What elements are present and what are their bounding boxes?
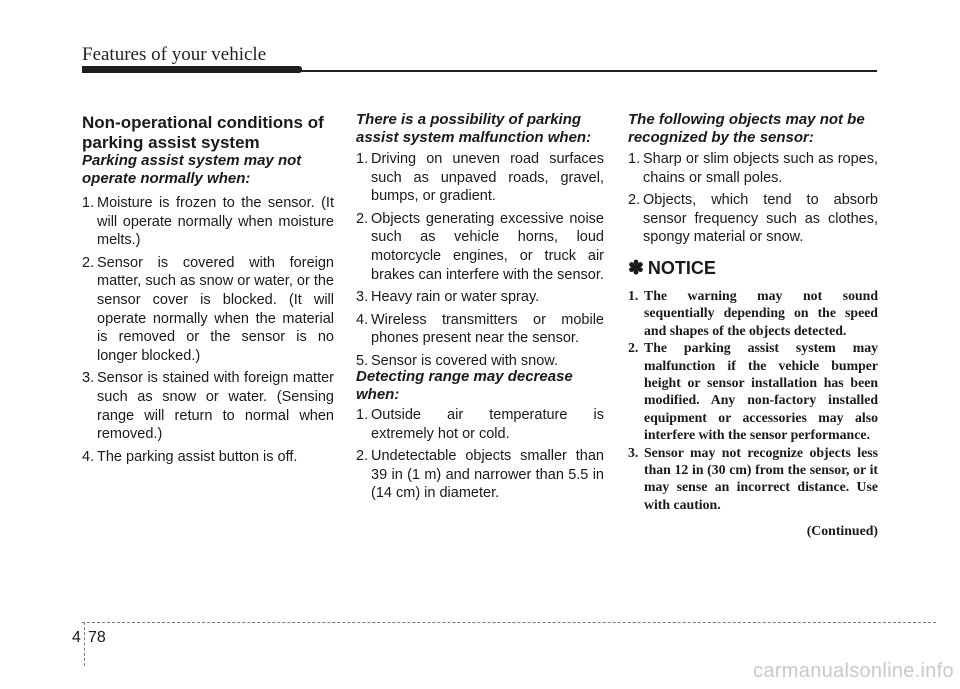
list-item bbox=[628, 191, 878, 247]
list-item-number: 4. bbox=[356, 311, 369, 328]
page-header-title: Features of your vehicle bbox=[82, 44, 267, 65]
footer-dashed-rule bbox=[82, 622, 936, 623]
list-item-number: 3. bbox=[82, 370, 95, 387]
list-item-number: 4. bbox=[82, 448, 95, 465]
list-item bbox=[356, 311, 604, 348]
subhead-line-2: when: bbox=[356, 386, 400, 403]
notice-list bbox=[628, 287, 878, 513]
list-item-text: Sensor is covered with foreign matter, such as snow or water, or the sensor cover is blocked. (It will operate normally when the material is removed or the sensor is no longer blocked.) bbox=[97, 254, 334, 364]
list-item-text: Undetectable objects smaller than 39 in (1 m) and narrower than 5.5 in (14 cm) in diameter. bbox=[371, 448, 604, 502]
header-rule-thin bbox=[296, 70, 877, 72]
list-item bbox=[82, 254, 334, 366]
list-malfunction bbox=[356, 150, 604, 375]
subhead-range-decrease bbox=[356, 368, 616, 404]
subhead-line-1: The following objects may not be bbox=[628, 111, 865, 128]
list-item bbox=[356, 288, 604, 307]
subhead-line-2: recognized by the sensor: bbox=[628, 129, 814, 146]
list-item-text: Sensor is covered with snow. bbox=[371, 352, 558, 369]
footer-dashed-divider bbox=[84, 622, 85, 666]
list-item-text: Wireless transmitters or mobile phones present near the sensor. bbox=[371, 311, 604, 347]
list-item bbox=[82, 448, 334, 467]
list-not-recognized bbox=[628, 150, 878, 251]
list-item-number: 2. bbox=[628, 192, 641, 209]
list-item-number: 1. bbox=[628, 151, 641, 167]
subhead-line-2: operate normally when: bbox=[82, 170, 251, 187]
list-may-not-operate bbox=[82, 194, 334, 470]
section-title-line-2: parking assist system bbox=[82, 133, 260, 152]
chapter-number: 4 bbox=[72, 629, 81, 646]
list-item bbox=[82, 194, 334, 250]
notice-item bbox=[628, 287, 878, 339]
list-item bbox=[82, 369, 334, 443]
list-item-number: 1. bbox=[82, 195, 95, 211]
notice-item bbox=[628, 444, 878, 514]
continued-label: (Continued) bbox=[806, 523, 878, 538]
notice-item-number: 3. bbox=[628, 444, 639, 460]
header-rule-thick bbox=[82, 66, 302, 73]
subhead-line-1: Parking assist system may not bbox=[82, 152, 302, 169]
watermark: carmanualsonline.info bbox=[753, 660, 954, 682]
subhead-line-2: assist system malfunction when: bbox=[356, 129, 592, 146]
list-item-number: 3. bbox=[356, 289, 369, 306]
list-item-number: 5. bbox=[356, 352, 369, 369]
page-number: 78 bbox=[88, 629, 106, 646]
notice-item bbox=[628, 339, 878, 443]
list-item bbox=[356, 447, 604, 503]
list-item-text: Sharp or slim objects such as ropes, chains or small poles. bbox=[643, 151, 878, 186]
list-item-text: Objects generating excessive noise such as vehicle horns, loud motorcycle engines, or truck air brakes can interfere with the sensor. bbox=[371, 210, 604, 283]
notice-item-text: The parking assist system may malfunction if the vehicle bumper height or sensor installation has been modified. Any non-factory installed equipment or accessories may also interfere with the sensor performance. bbox=[644, 340, 878, 443]
notice-title-text: NOTICE bbox=[647, 258, 716, 278]
list-item-text: Objects, which tend to absorb sensor frequency such as clothes, spongy material or snow. bbox=[643, 192, 878, 246]
list-range-decrease bbox=[356, 406, 604, 507]
section-title-line-1: Non-operational conditions of bbox=[82, 113, 324, 132]
list-item-number: 1. bbox=[356, 407, 369, 423]
list-item bbox=[356, 406, 604, 443]
subhead-line-1: Detecting range may decrease bbox=[356, 368, 573, 385]
notice-item-text: Sensor may not recognize objects less than 12 in (30 cm) from the sensor, or it may sense an incorrect distance. Use with caution. bbox=[644, 444, 878, 512]
notice-title bbox=[628, 257, 716, 280]
list-item-number: 2. bbox=[356, 210, 369, 227]
subhead-not-recognized bbox=[628, 111, 888, 147]
list-item-text: Sensor is stained with foreign matter such as snow or water. (Sensing range will return to normal when removed.) bbox=[97, 370, 334, 443]
notice-item-text: The warning may not sound sequentially depending on the speed and shapes of the objects detected. bbox=[644, 288, 878, 338]
notice-star-icon: ✽ bbox=[628, 258, 644, 279]
notice-item-number: 2. bbox=[628, 340, 639, 356]
list-item-number: 2. bbox=[356, 448, 369, 465]
list-item bbox=[628, 150, 878, 187]
list-item-text: Heavy rain or water spray. bbox=[371, 289, 540, 306]
section-title bbox=[82, 113, 342, 153]
list-item bbox=[356, 210, 604, 284]
subhead-may-not-operate bbox=[82, 152, 332, 188]
subhead-malfunction bbox=[356, 111, 616, 147]
list-item-text: Driving on uneven road surfaces such as unpaved roads, gravel, bumps, or gradient. bbox=[371, 151, 604, 205]
notice-item-number: 1. bbox=[628, 288, 639, 303]
list-item-text: Moisture is frozen to the sensor. (It will operate normally when moisture melts.) bbox=[97, 195, 334, 249]
list-item bbox=[356, 150, 604, 206]
list-item-text: Outside air temperature is extremely hot or cold. bbox=[371, 407, 604, 442]
list-item-text: The parking assist button is off. bbox=[97, 448, 298, 465]
subhead-line-1: There is a possibility of parking bbox=[356, 111, 582, 128]
list-item-number: 2. bbox=[82, 254, 95, 271]
list-item-number: 1. bbox=[356, 151, 369, 167]
